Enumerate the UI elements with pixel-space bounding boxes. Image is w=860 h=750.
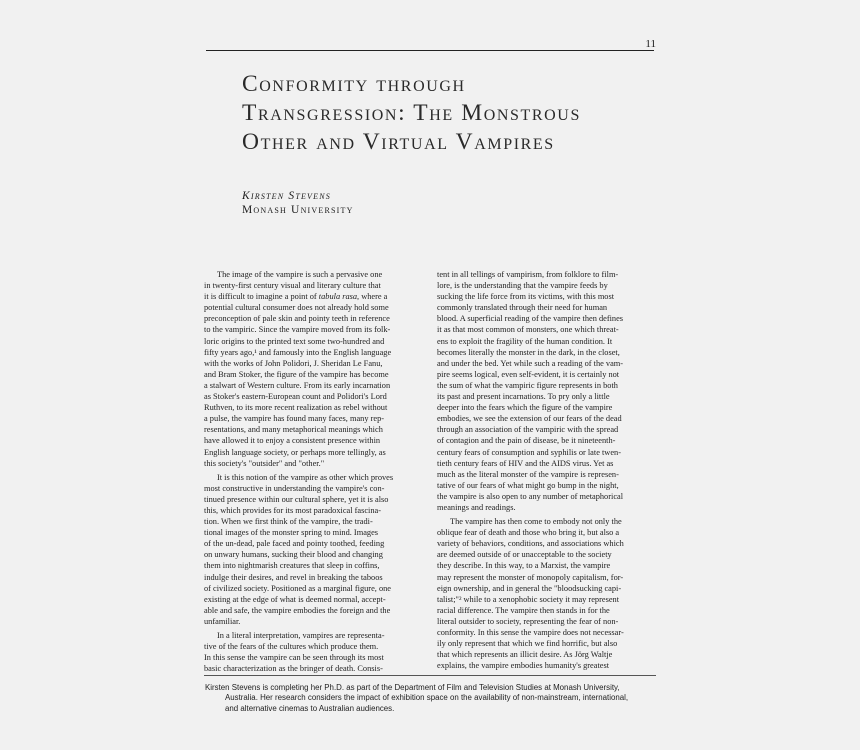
body-text-line: this, which provides for its most paradoxical fascina- bbox=[204, 505, 382, 515]
body-text-line: the sum of what the vampiric figure represents in both bbox=[437, 380, 618, 390]
body-text-line: potential cultural consumer does not already hold some bbox=[204, 303, 389, 313]
title-line-2: Transgression: The Monstrous bbox=[242, 100, 581, 126]
body-text-line: of contagion and the pain of disease, be it nineteenth- bbox=[437, 436, 616, 446]
footnote-rule bbox=[204, 675, 656, 676]
body-text-line: explains, the vampire embodies humanity's greatest bbox=[437, 661, 610, 671]
body-text-line: resentations, and many metaphorical meanings which bbox=[204, 425, 383, 435]
body-text-line: loric origins to the printed text some two-hundred and bbox=[204, 336, 385, 346]
body-text-line: The image of the vampire is such a pervasive one bbox=[217, 270, 383, 279]
footnote-line: and alternative cinemas to Australian audiences. bbox=[225, 703, 395, 713]
title-line-3: Other and Virtual Vampires bbox=[242, 129, 555, 155]
body-text-line: existing at the edge of what is deemed normal, accept- bbox=[204, 594, 386, 604]
body-text-line: that which represents an illicit desire. As Jörg Waltje bbox=[437, 650, 613, 660]
body-text-line: tative of our fears of what might go bump in the night, bbox=[437, 480, 619, 490]
author-block bbox=[242, 189, 542, 217]
body-text-line: century fears of consumption and syphilis or late twen- bbox=[437, 447, 621, 457]
body-text-line: commonly translated through their need for human bbox=[437, 303, 608, 313]
body-text-line: through an association of the vampiric with the spread bbox=[437, 425, 619, 435]
body-column-left bbox=[204, 269, 421, 674]
body-text-line: pire seems logical, even self-evident, it is certainly not bbox=[437, 369, 620, 379]
body-text-line: are deemed outside of or unacceptable to the society bbox=[437, 550, 612, 560]
body-text-line: blood. A superficial reading of the vampire then defines bbox=[437, 314, 624, 324]
body-text-line: and under the bed. Yet while such a reading of the vam- bbox=[437, 358, 624, 368]
article-title bbox=[242, 70, 662, 157]
body-text-line: ily only represent that which we find horrific, but also bbox=[437, 639, 618, 649]
body-text-line: tent in all tellings of vampirism, from folklore to film- bbox=[437, 270, 619, 279]
body-text-line: In a literal interpretation, vampires are representa- bbox=[217, 631, 385, 640]
body-text-line: on unwary humans, sucking their blood and changing bbox=[204, 550, 383, 560]
footnote-line: Australia. Her research considers the impact of exhibition space on the availability of non-mainstream, international, bbox=[225, 693, 629, 703]
body-text-line: racial difference. The vampire then stands in for the bbox=[437, 605, 610, 615]
body-text-line: embodies, we see the extension of our fears of the dead bbox=[437, 414, 622, 424]
body-text-line: fifty years ago,¹ and famously into the English language bbox=[204, 347, 392, 357]
author-affiliation: Monash University bbox=[242, 204, 354, 216]
body-text-line: In this sense the vampire can be seen through its most bbox=[204, 653, 384, 663]
body-text-line: deeper into the fears which the figure of the vampire bbox=[437, 403, 613, 413]
body-text-line: it as that most common of monsters, one which threat- bbox=[437, 325, 619, 335]
body-text-line: ens to exploit the fragility of the human condition. It bbox=[437, 336, 613, 346]
body-text-line: much as the literal monster of the vampire is represen- bbox=[437, 469, 619, 479]
body-text-line: tional images of the monster spring to mind. Images bbox=[204, 528, 379, 538]
body-text-line: and Bram Stoker, the figure of the vampire has become bbox=[204, 369, 389, 379]
body-text-line: a pulse, the vampire has found many faces, many rep- bbox=[204, 414, 385, 424]
body-text-line: basic characterization as the bringer of death. Consis- bbox=[204, 664, 383, 674]
body-column-right bbox=[437, 269, 654, 671]
body-text-line: preconception of pale skin and pointy teeth in reference bbox=[204, 314, 390, 324]
body-text-line: eign ownership, and in general the "bloodsucking capi- bbox=[437, 583, 622, 593]
body-text-line: talist;"² while to a xenophobic society it may represent bbox=[437, 594, 620, 604]
body-text-line: tion. When we first think of the vampire, the tradi- bbox=[204, 517, 373, 527]
body-text-line: able and safe, the vampire embodies the foreign and the bbox=[204, 605, 391, 615]
body-text-line: unfamiliar. bbox=[204, 616, 241, 626]
body-text-line: its past and present incarnations. To pry only a little bbox=[437, 392, 610, 402]
body-text-line: meanings and readings. bbox=[437, 502, 516, 512]
title-line-1: Conformity through bbox=[242, 71, 466, 97]
body-text-line: English language society, or perhaps more tellingly, as bbox=[204, 447, 386, 457]
body-text-line: literal outsider to society, representing the fear of non- bbox=[437, 616, 619, 626]
author-name: Kirsten Stevens bbox=[242, 190, 331, 202]
body-text-line: have allowed it to enjoy a consistent presence within bbox=[204, 436, 381, 446]
body-text-line: sucking the life force from its victims, with this most bbox=[437, 292, 615, 302]
body-text-line: they describe. In this way, to a Marxist, the vampire bbox=[437, 561, 611, 571]
body-text-line: most constructive in understanding the vampire's con- bbox=[204, 483, 385, 493]
body-text-line: variety of behaviors, conditions, and associations which bbox=[437, 539, 624, 549]
page-number: 11 bbox=[645, 38, 656, 50]
body-text-line: with the works of John Polidori, J. Sheridan Le Fanu, bbox=[204, 358, 383, 368]
header-rule bbox=[206, 50, 654, 51]
body-text-line: the vampire is also open to any number of metaphorical bbox=[437, 491, 624, 501]
body-text-line: of the un-dead, pale faced and pointy toothed, feeding bbox=[204, 539, 385, 549]
body-text-line: The vampire has then come to embody not only the bbox=[450, 517, 622, 527]
body-text-line: oblique fear of death and those who bring it, but also a bbox=[437, 528, 620, 538]
body-text-line: Ruthven, to its more recent realization as rebel without bbox=[204, 403, 388, 413]
body-text-line: of civilized society. Positioned as a marginal figure, one bbox=[204, 583, 391, 593]
body-text-line: indulge their desires, and revel in breaking the taboos bbox=[204, 572, 383, 582]
body-text-line: a stalwart of Western culture. From its early incarnation bbox=[204, 380, 391, 390]
body-text-line: tive of the fears of the cultures which produce them. bbox=[204, 642, 379, 652]
body-text-line: them into nightmarish creatures that sleep in coffins, bbox=[204, 561, 380, 571]
body-text-line: It is this notion of the vampire as other which proves bbox=[217, 472, 394, 482]
body-text-line: as Stoker's eastern-European count and Polidori's Lord bbox=[204, 392, 387, 402]
author-footnote bbox=[205, 683, 660, 714]
footnote-line: Kirsten Stevens is completing her Ph.D. as part of the Department of Film and Television Studies at Monash University, bbox=[205, 683, 620, 692]
body-text-line: this society's "outsider" and "other." bbox=[204, 458, 325, 468]
body-text-line: in twenty-first century visual and literary culture that bbox=[204, 281, 381, 291]
body-text-line: lore, is the understanding that the vampire feeds by bbox=[437, 281, 608, 291]
body-text-line: to the vampiric. Since the vampire moved from its folk- bbox=[204, 325, 391, 335]
body-text-line: it is difficult to imagine a point of tabula rasa, where a bbox=[204, 292, 388, 302]
body-text-line: tinued presence within our cultural sphere, yet it is also bbox=[204, 494, 389, 504]
body-text-line: may represent the monster of monopoly capitalism, for- bbox=[437, 572, 624, 582]
body-text-line: conformity. In this sense the vampire does not necessar- bbox=[437, 628, 624, 637]
body-text-line: tieth century fears of HIV and the AIDS virus. Yet as bbox=[437, 458, 614, 468]
body-text-line: becomes literally the monster in the dark, in the closet, bbox=[437, 347, 620, 357]
